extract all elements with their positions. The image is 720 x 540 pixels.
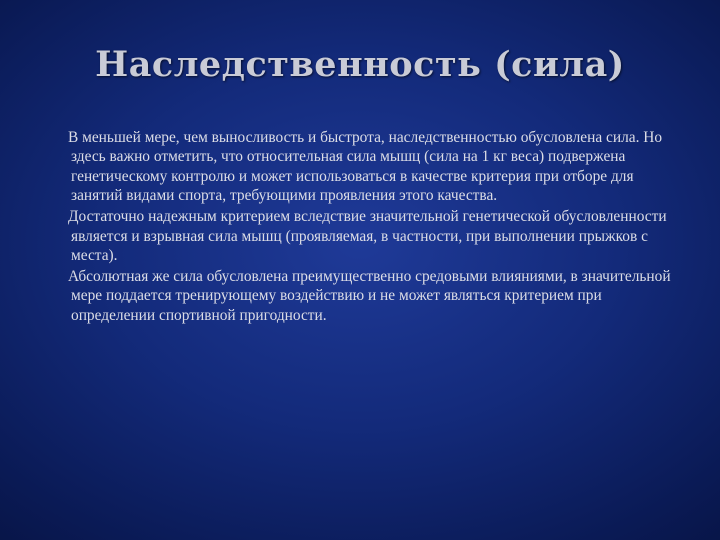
paragraph-relative-strength: В меньшей мере, чем выносливость и быстрота, наследственностью обусловлена сила. Но здесь важно отметить, что относительная сила мышц (сила на 1 кг веса) подвержена генетическому контролю и может использоваться в качестве критерия при отборе для занятий видами спорта, требующими проявления этого качества. [68,129,663,205]
slide-title: Наследственность (сила) [95,44,625,85]
paragraph-explosive-strength: Достаточно надежным критерием вследствие значительной генетической обусловленности является и взрывная сила мышц (проявляемая, в частности, при выполнении прыжков с места). [68,208,667,264]
slide-body [68,128,683,327]
paragraph-absolute-strength: Абсолютная же сила обусловлена преимущественно средовыми влияниями, в значительной мере поддается тренирующему воздействию и не может являться критерием при определении спортивной пригодности. [68,267,671,324]
